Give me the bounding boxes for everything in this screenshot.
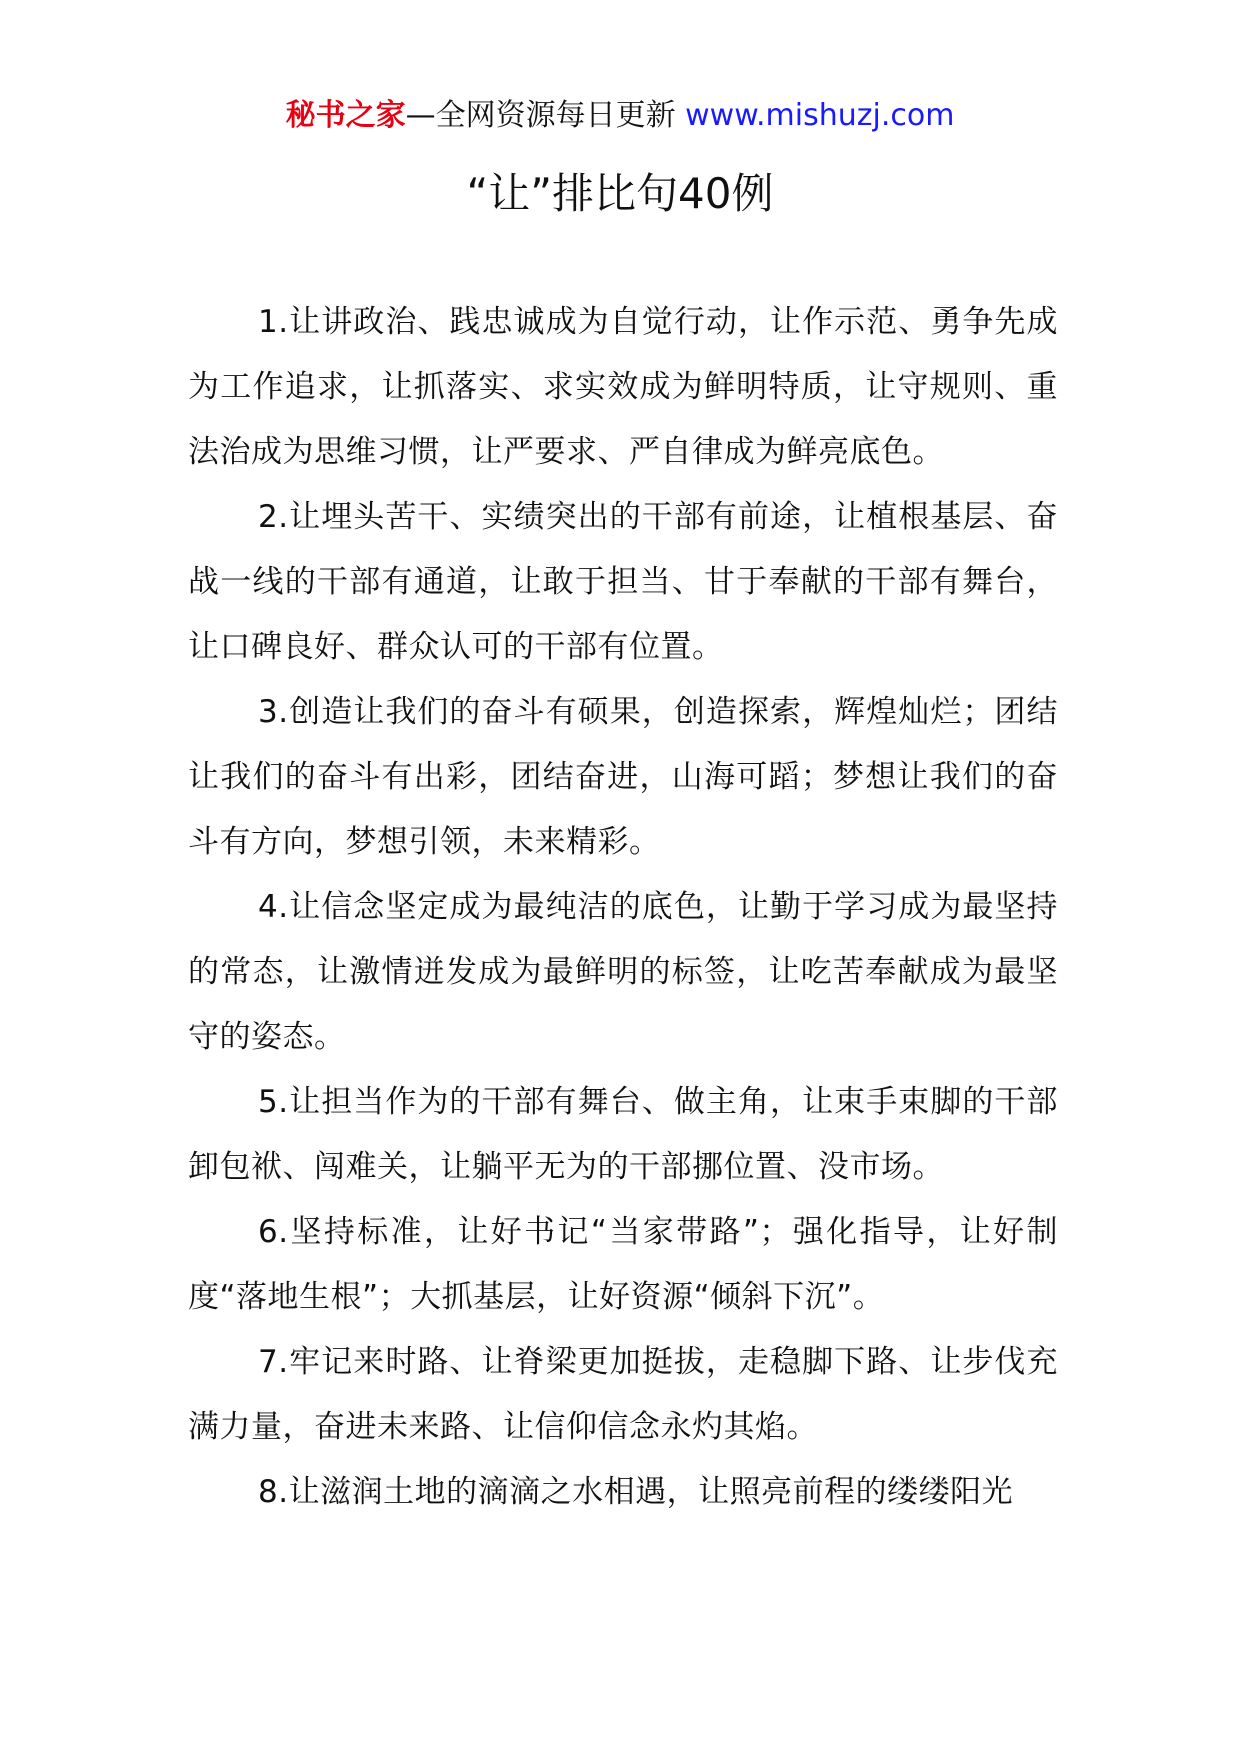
- paragraph-3: 3.创造让我们的奋斗有硕果，创造探索，辉煌灿烂；团结让我们的奋斗有出彩，团结奋进，山海可蹈；梦想让我们的奋斗有方向，梦想引领，未来精彩。: [188, 694, 1058, 860]
- brand-name: 秘书之家: [285, 98, 406, 133]
- document-title: “让”排比句40例: [466, 169, 774, 218]
- paragraph-4: 4.让信念坚定成为最纯洁的底色，让勤于学习成为最坚持的常态，让激情迸发成为最鲜明的标签，让吃苦奉献成为最坚守的姿态。: [188, 889, 1058, 1055]
- paragraph-2: 2.让埋头苦干、实绩突出的干部有前途，让植根基层、奋战一线的干部有通道，让敢于担当、甘于奉献的干部有舞台，让口碑良好、群众认可的干部有位置。: [188, 499, 1058, 665]
- paragraph-5: 5.让担当作为的干部有舞台、做主角，让束手束脚的干部卸包袱、闯难关，让躺平无为的干部挪位置、没市场。: [188, 1084, 1058, 1185]
- paragraph-1: 1.让讲政治、践忠诚成为自觉行动，让作示范、勇争先成为工作追求，让抓落实、求实效成为鲜明特质，让守规则、重法治成为思维习惯，让严要求、严自律成为鲜亮底色。: [188, 304, 1058, 470]
- site-slogan: —全网资源每日更新: [405, 98, 686, 133]
- paragraph-8: 8.让滋润土地的滴滴之水相遇，让照亮前程的缕缕阳光: [258, 1474, 1014, 1510]
- paragraph-6: 6.坚持标准，让好书记“当家带路”；强化指导，让好制度“落地生根”；大抓基层，让好资源“倾斜下沉”。: [188, 1214, 1058, 1315]
- site-url-link[interactable]: www.mishuzj.com: [685, 98, 955, 133]
- site-header: [0, 96, 1240, 136]
- paragraph-7: 7.牢记来时路、让脊梁更加挺拔，走稳脚下路、让步伐充满力量，奋进未来路、让信仰信念永灼其焰。: [188, 1344, 1058, 1445]
- document-body: [188, 290, 1058, 1525]
